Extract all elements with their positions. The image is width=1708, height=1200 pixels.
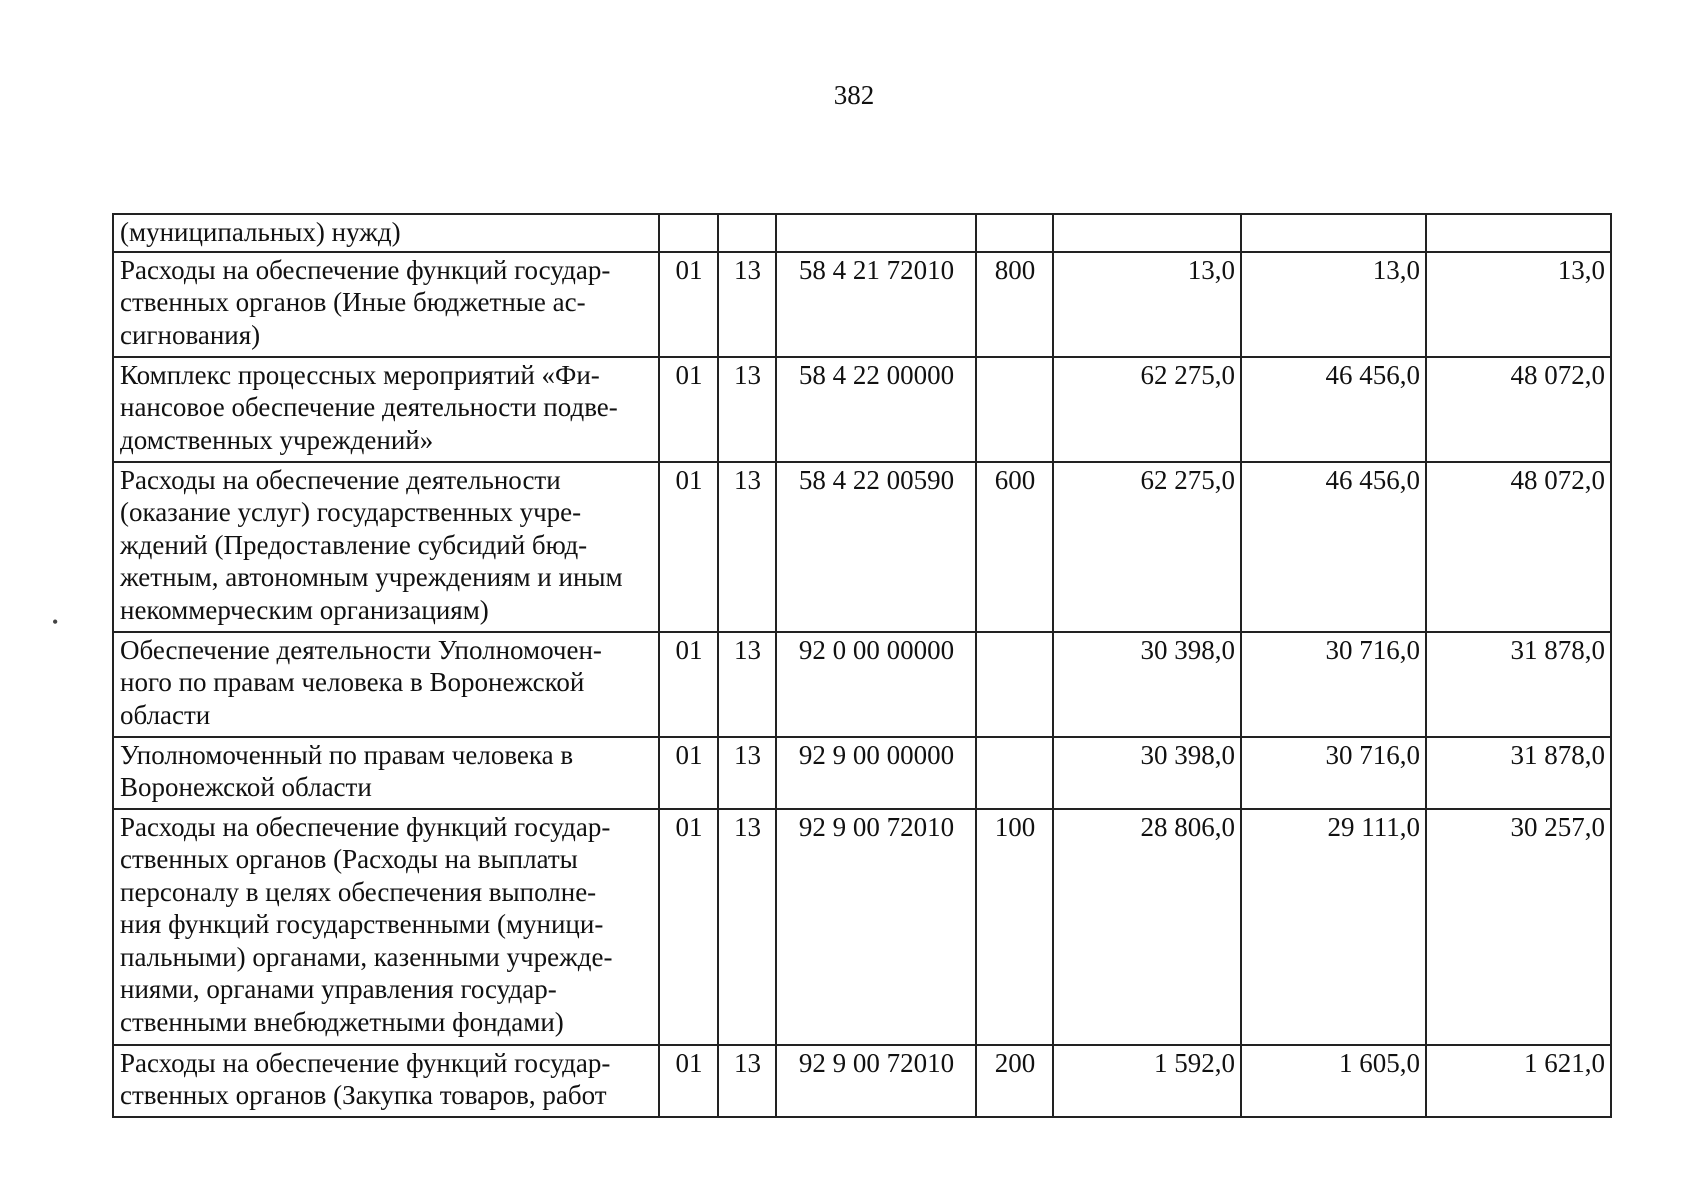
table-row: [113, 252, 1611, 357]
year1-amount-cell: [1053, 214, 1241, 252]
year3-amount-cell: 30 257,0: [1426, 809, 1611, 1045]
expense-type-cell: 800: [976, 252, 1053, 357]
subsection-code-cell: 13: [718, 632, 776, 737]
row-name-cell: Уполномоченный по правам человека в Воронежской области: [113, 737, 659, 809]
row-name-cell: Расходы на обеспечение функций государ- ственных органов (Закупка товаров, работ: [113, 1045, 659, 1117]
subsection-code-cell: [718, 214, 776, 252]
year2-amount-cell: 30 716,0: [1241, 632, 1426, 737]
subsection-code-cell: 13: [718, 252, 776, 357]
row-name-cell: Расходы на обеспечение функций государ- ственных органов (Расходы на выплаты персоналу в целях обеспечения выполне- ния функций государственными (муници- пальными) органами, казенными учрежде- ниями, органами управления государ- ственными внебюджетными фондами): [113, 809, 659, 1045]
subsection-code-cell: 13: [718, 809, 776, 1045]
year3-amount-cell: [1426, 214, 1611, 252]
subsection-code-cell: 13: [718, 1045, 776, 1117]
table-row: [113, 462, 1611, 632]
expense-type-cell: [976, 737, 1053, 809]
year1-amount-cell: 62 275,0: [1053, 357, 1241, 462]
expense-type-cell: 100: [976, 809, 1053, 1045]
year2-amount-cell: 29 111,0: [1241, 809, 1426, 1045]
year3-amount-cell: 1 621,0: [1426, 1045, 1611, 1117]
target-article-cell: [776, 214, 976, 252]
table-row: [113, 809, 1611, 1045]
section-code-cell: 01: [659, 252, 718, 357]
year2-amount-cell: [1241, 214, 1426, 252]
row-name-cell: Расходы на обеспечение функций государ- ственных органов (Иные бюджетные ас- сигнования): [113, 252, 659, 357]
year1-amount-cell: 30 398,0: [1053, 632, 1241, 737]
table-row: [113, 214, 1611, 252]
year3-amount-cell: 31 878,0: [1426, 632, 1611, 737]
expense-type-cell: 600: [976, 462, 1053, 632]
year2-amount-cell: 1 605,0: [1241, 1045, 1426, 1117]
scan-speck: •: [52, 612, 59, 632]
row-name-cell: Обеспечение деятельности Уполномочен- ного по правам человека в Воронежской области: [113, 632, 659, 737]
expense-type-cell: [976, 357, 1053, 462]
subsection-code-cell: 13: [718, 462, 776, 632]
section-code-cell: 01: [659, 632, 718, 737]
subsection-code-cell: 13: [718, 357, 776, 462]
page-number: 382: [833, 80, 875, 110]
year1-amount-cell: 62 275,0: [1053, 462, 1241, 632]
year1-amount-cell: 30 398,0: [1053, 737, 1241, 809]
year2-amount-cell: 13,0: [1241, 252, 1426, 357]
table-row: [113, 737, 1611, 809]
budget-table: [112, 213, 1612, 1118]
year1-amount-cell: 1 592,0: [1053, 1045, 1241, 1117]
year1-amount-cell: 13,0: [1053, 252, 1241, 357]
year3-amount-cell: 48 072,0: [1426, 462, 1611, 632]
target-article-cell: 92 9 00 72010: [776, 809, 976, 1045]
year2-amount-cell: 30 716,0: [1241, 737, 1426, 809]
target-article-cell: 92 9 00 72010: [776, 1045, 976, 1117]
row-name-cell: Комплекс процессных мероприятий «Фи- нансовое обеспечение деятельности подве- домственных учреждений»: [113, 357, 659, 462]
year3-amount-cell: 31 878,0: [1426, 737, 1611, 809]
expense-type-cell: [976, 214, 1053, 252]
year1-amount-cell: 28 806,0: [1053, 809, 1241, 1045]
year2-amount-cell: 46 456,0: [1241, 462, 1426, 632]
section-code-cell: 01: [659, 809, 718, 1045]
section-code-cell: 01: [659, 737, 718, 809]
expense-type-cell: [976, 632, 1053, 737]
target-article-cell: 58 4 22 00590: [776, 462, 976, 632]
section-code-cell: [659, 214, 718, 252]
year2-amount-cell: 46 456,0: [1241, 357, 1426, 462]
section-code-cell: 01: [659, 357, 718, 462]
expense-type-cell: 200: [976, 1045, 1053, 1117]
row-name-cell: Расходы на обеспечение деятельности (оказание услуг) государственных учре- ждений (Предоставление субсидий бюд- жетным, автономным учреждениям и иным некоммерческим организациям): [113, 462, 659, 632]
row-name-cell: (муниципальных) нужд): [113, 214, 659, 252]
table-row: [113, 357, 1611, 462]
year3-amount-cell: 48 072,0: [1426, 357, 1611, 462]
target-article-cell: 92 0 00 00000: [776, 632, 976, 737]
target-article-cell: 58 4 22 00000: [776, 357, 976, 462]
section-code-cell: 01: [659, 462, 718, 632]
table-row: [113, 632, 1611, 737]
target-article-cell: 92 9 00 00000: [776, 737, 976, 809]
table-row: [113, 1045, 1611, 1117]
year3-amount-cell: 13,0: [1426, 252, 1611, 357]
subsection-code-cell: 13: [718, 737, 776, 809]
target-article-cell: 58 4 21 72010: [776, 252, 976, 357]
section-code-cell: 01: [659, 1045, 718, 1117]
